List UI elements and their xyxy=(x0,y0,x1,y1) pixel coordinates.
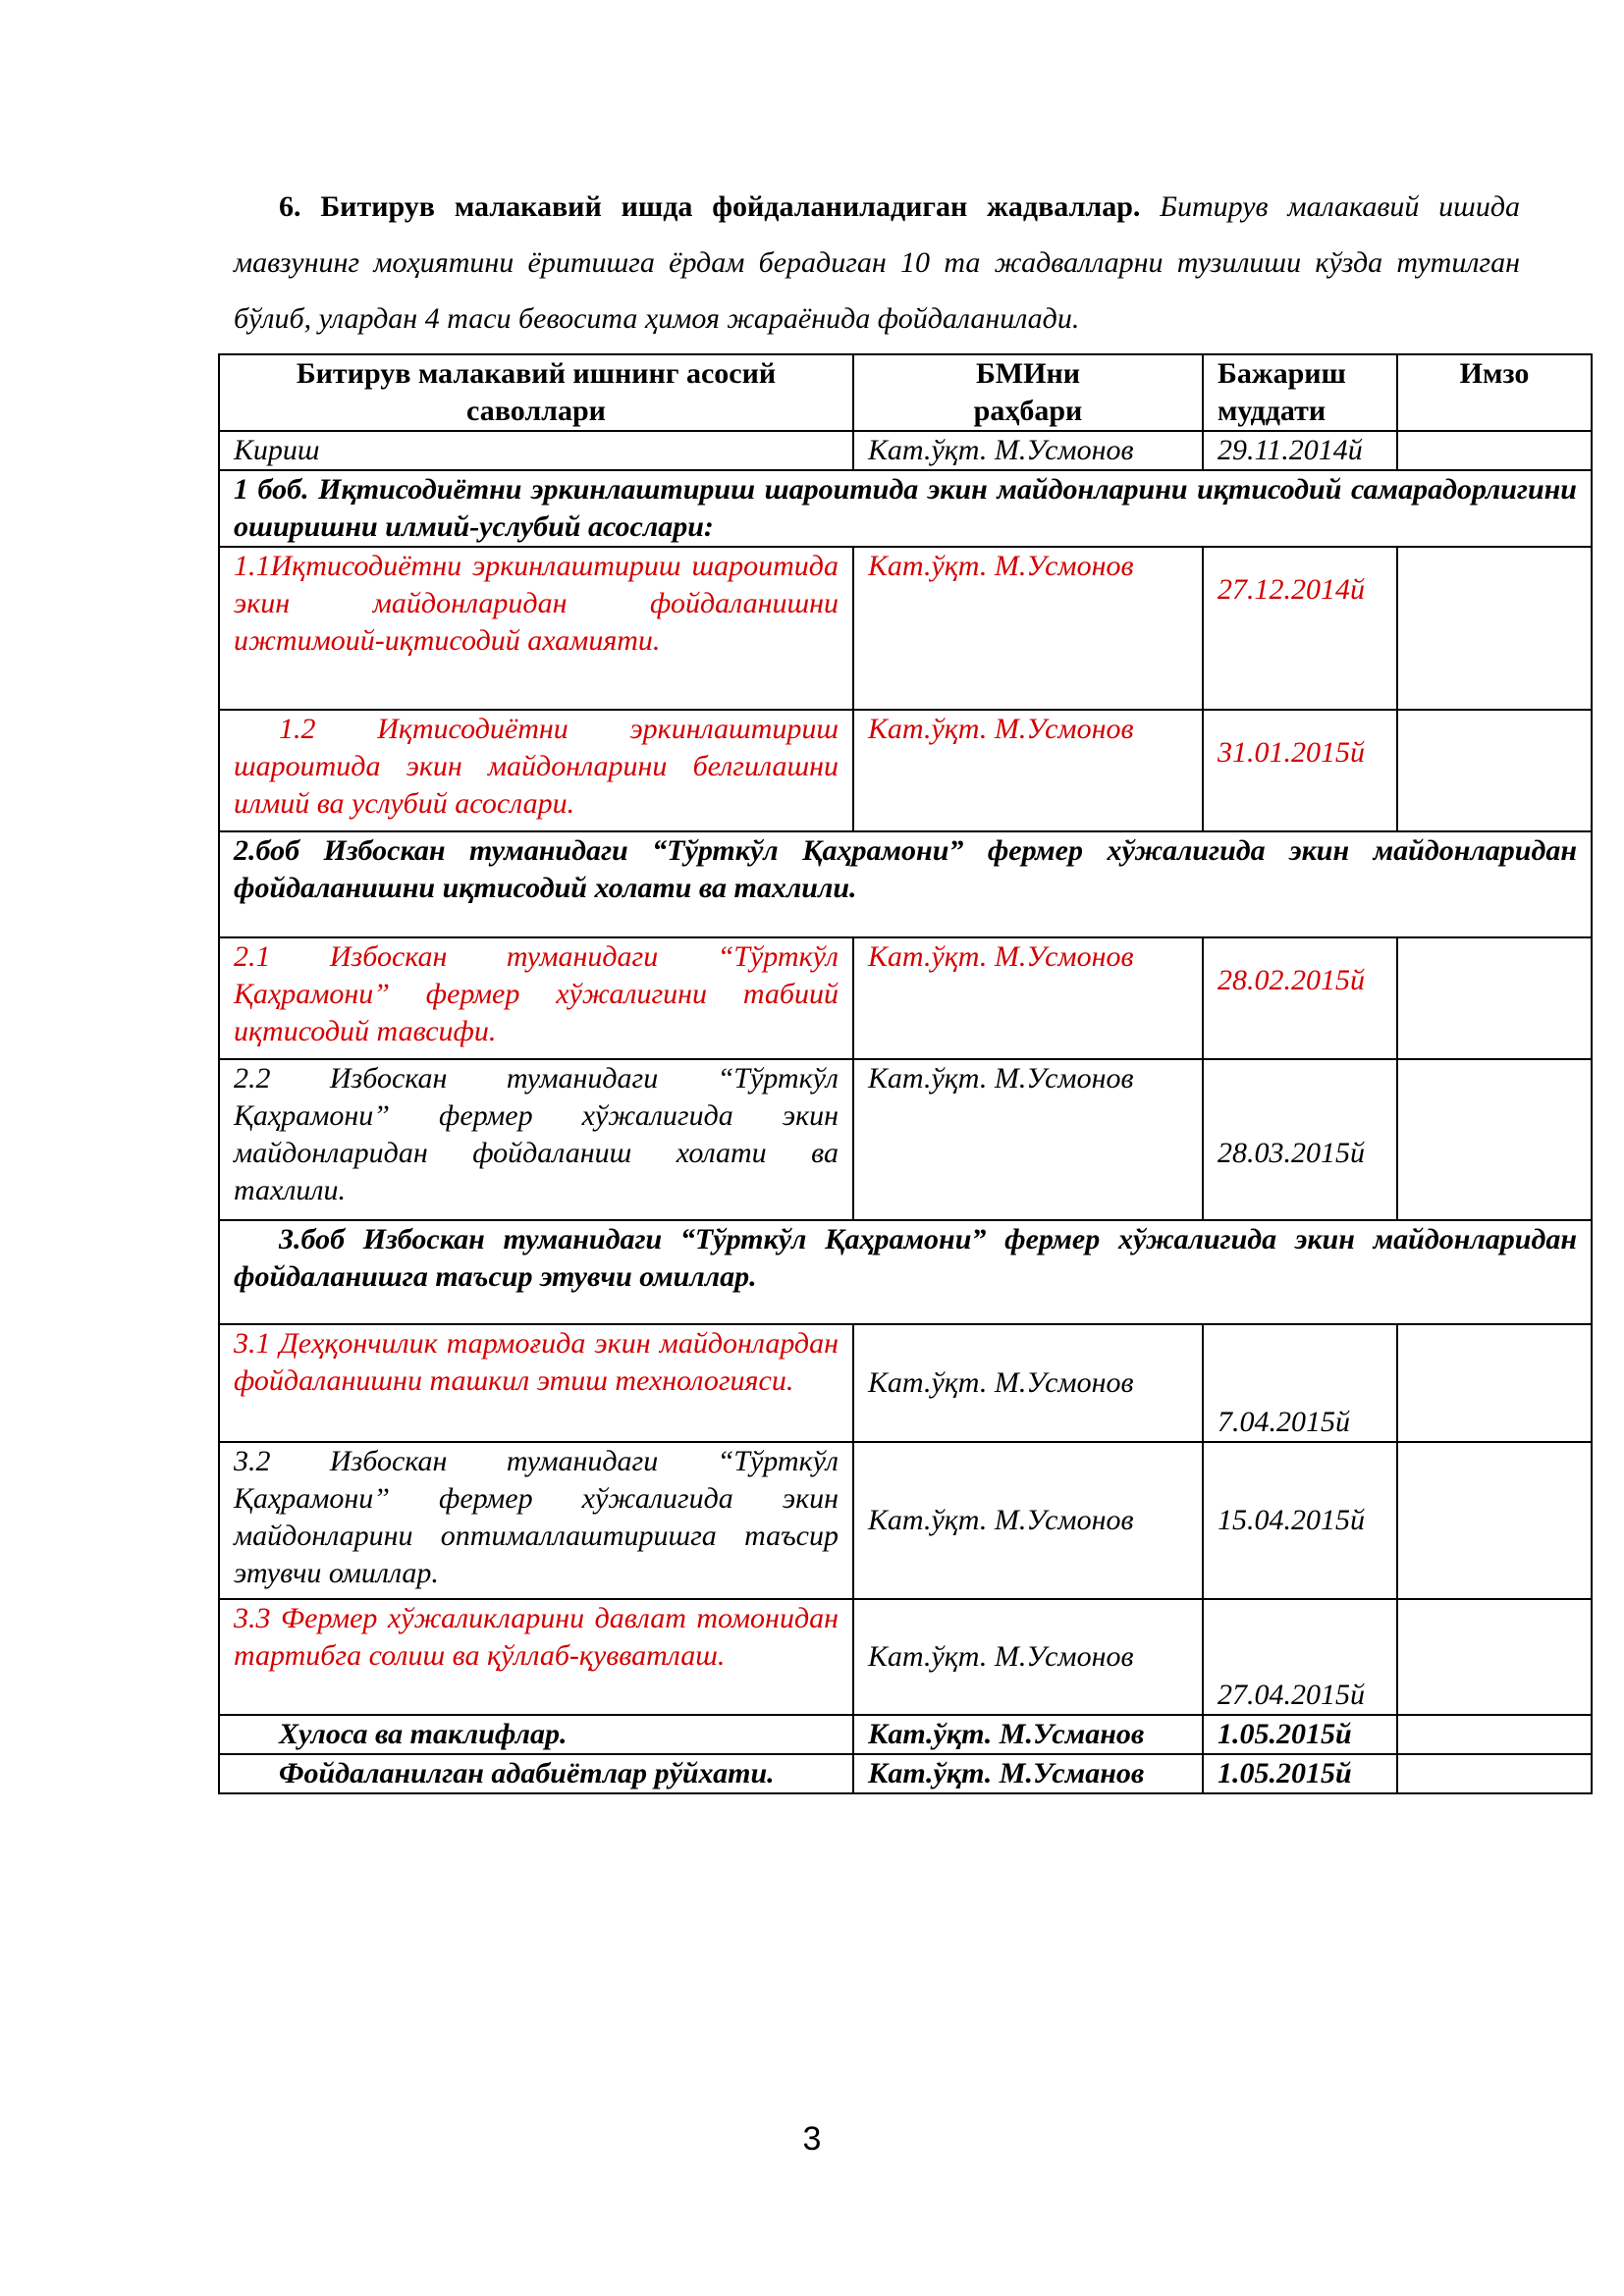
chapter-row xyxy=(219,470,1592,547)
chapter-title: 3.боб Избоскан туманидаги “Тўрткўл Қаҳрамони” фермер хўжалигида экин майдонларидан фойдаланишга таъсир этувчи омиллар. xyxy=(219,1220,1592,1324)
table-row xyxy=(219,1754,1592,1793)
deadline-value: 28.02.2015й xyxy=(1218,964,1365,996)
signature-cell xyxy=(1397,431,1592,470)
supervisor-cell: Кат.ўқт. М.Усманов xyxy=(853,1715,1203,1754)
supervisor-cell: Кат.ўқт. М.Усманов xyxy=(853,1754,1203,1793)
header-signature: Имзо xyxy=(1397,354,1592,431)
supervisor-cell: Кат.ўқт. М.Усмонов xyxy=(853,547,1203,710)
intro-paragraph xyxy=(234,179,1520,347)
page-number: 3 xyxy=(802,2120,822,2158)
table-row xyxy=(219,1442,1592,1599)
deadline-cell: 27.04.2015й xyxy=(1203,1599,1397,1715)
supervisor-cell: Кат.ўқт. М.Усмонов xyxy=(853,1059,1203,1220)
table-row xyxy=(219,710,1592,831)
deadline-cell: 15.04.2015й xyxy=(1203,1442,1397,1599)
intro-text: Битирув малакавий ишида мавзунинг моҳиятини ёритишга ёрдам берадиган 10 та жадвалларни тузилиши кўзда тутилган бўлиб, улардан 4 таси бевосита ҳимоя жараёнида фойдаланилади. xyxy=(234,190,1521,335)
signature-cell xyxy=(1397,937,1592,1059)
signature-cell xyxy=(1397,1715,1592,1754)
intro-lead: 6. Битирув малакавий ишда фойдаланиладиган жадваллар. xyxy=(279,190,1141,223)
topic-cell: 2.2 Избоскан туманидаги “Тўрткўл Қаҳрамони” фермер хўжалигида экин майдонларидан фойдаланиш холати ва тахлили. xyxy=(219,1059,853,1220)
topic-cell: 3.3 Фермер хўжаликларини давлат томонидан тартибга солиш ва қўллаб-қувватлаш. xyxy=(219,1599,853,1715)
table-row xyxy=(219,1599,1592,1715)
deadline-cell xyxy=(1203,937,1397,1059)
topic-cell: Фойдаланилган адабиётлар рўйхати. xyxy=(219,1754,853,1793)
deadline-value: 28.03.2015й xyxy=(1218,1137,1365,1169)
chapter-row xyxy=(219,1220,1592,1324)
signature-cell xyxy=(1397,1059,1592,1220)
deadline-cell xyxy=(1203,1059,1397,1220)
deadline-cell xyxy=(1203,547,1397,710)
header-deadline-line1: Бажариш xyxy=(1218,357,1346,390)
signature-cell xyxy=(1397,1599,1592,1715)
topic-cell: 3.2 Избоскан туманидаги “Тўрткўл Қаҳрамони” фермер хўжалигида экин майдонларини оптималлаштиришга таъсир этувчи омиллар. xyxy=(219,1442,853,1599)
deadline-cell: 1.05.2015й xyxy=(1203,1754,1397,1793)
chapter-row xyxy=(219,831,1592,937)
supervisor-cell: Кат.ўқт. М.Усмонов xyxy=(853,431,1203,470)
supervisor-cell: Кат.ўқт. М.Усмонов xyxy=(853,937,1203,1059)
deadline-cell xyxy=(1203,710,1397,831)
supervisor-cell: Кат.ўқт. М.Усмонов xyxy=(853,1599,1203,1715)
signature-cell xyxy=(1397,1442,1592,1599)
table-row xyxy=(219,431,1592,470)
topic-cell: 1.2 Иқтисодиётни эркинлаштириш шароитида экин майдонларини белгилашни илмий ва услубий асослари. xyxy=(219,710,853,831)
header-questions: Битирув малакавий ишнинг асосий саволлари xyxy=(219,354,853,431)
supervisor-cell: Кат.ўқт. М.Усмонов xyxy=(853,710,1203,831)
chapter-title: 2.боб Избоскан туманидаги “Тўрткўл Қаҳрамони” фермер хўжалигида экин майдонларидан фойдаланишни иқтисодий холати ва тахлили. xyxy=(219,831,1592,937)
signature-cell xyxy=(1397,547,1592,710)
deadline-value: 27.12.2014й xyxy=(1218,573,1365,606)
deadline-cell: 1.05.2015й xyxy=(1203,1715,1397,1754)
chapter-title: 1 боб. Иқтисодиётни эркинлаштириш шароитида экин майдонларини иқтисодий самарадорлигини оширишни илмий-услубий асослари: xyxy=(219,470,1592,547)
signature-cell xyxy=(1397,710,1592,831)
signature-cell xyxy=(1397,1754,1592,1793)
deadline-value: 31.01.2015й xyxy=(1218,736,1365,769)
header-deadline xyxy=(1203,354,1397,431)
schedule-table xyxy=(218,353,1593,1794)
signature-cell xyxy=(1397,1324,1592,1442)
topic-cell: Кириш xyxy=(219,431,853,470)
table-row xyxy=(219,1324,1592,1442)
deadline-cell: 7.04.2015й xyxy=(1203,1324,1397,1442)
table-row xyxy=(219,937,1592,1059)
header-supervisor-line1: БМИни xyxy=(975,357,1081,390)
table-row xyxy=(219,547,1592,710)
supervisor-cell: Кат.ўқт. М.Усмонов xyxy=(853,1442,1203,1599)
table-row xyxy=(219,1059,1592,1220)
table-row xyxy=(219,1715,1592,1754)
supervisor-cell: Кат.ўқт. М.Усмонов xyxy=(853,1324,1203,1442)
topic-cell: 1.1Иқтисодиётни эркинлаштириш шароитида экин майдонларидан фойдаланишни ижтимоий-иқтисодий ахамияти. xyxy=(219,547,853,710)
deadline-cell: 29.11.2014й xyxy=(1203,431,1397,470)
topic-cell: Хулоса ва таклифлар. xyxy=(219,1715,853,1754)
topic-cell: 3.1 Деҳқончилик тармоғида экин майдонлардан фойдаланишни ташкил этиш технологияси. xyxy=(219,1324,853,1442)
header-deadline-line2: муддати xyxy=(1218,395,1326,427)
header-supervisor xyxy=(853,354,1203,431)
header-supervisor-line2: раҳбари xyxy=(973,395,1083,427)
table-header-row xyxy=(219,354,1592,431)
topic-cell: 2.1 Избоскан туманидаги “Тўрткўл Қаҳрамони” фермер хўжалигини табиий иқтисодий тавсифи. xyxy=(219,937,853,1059)
